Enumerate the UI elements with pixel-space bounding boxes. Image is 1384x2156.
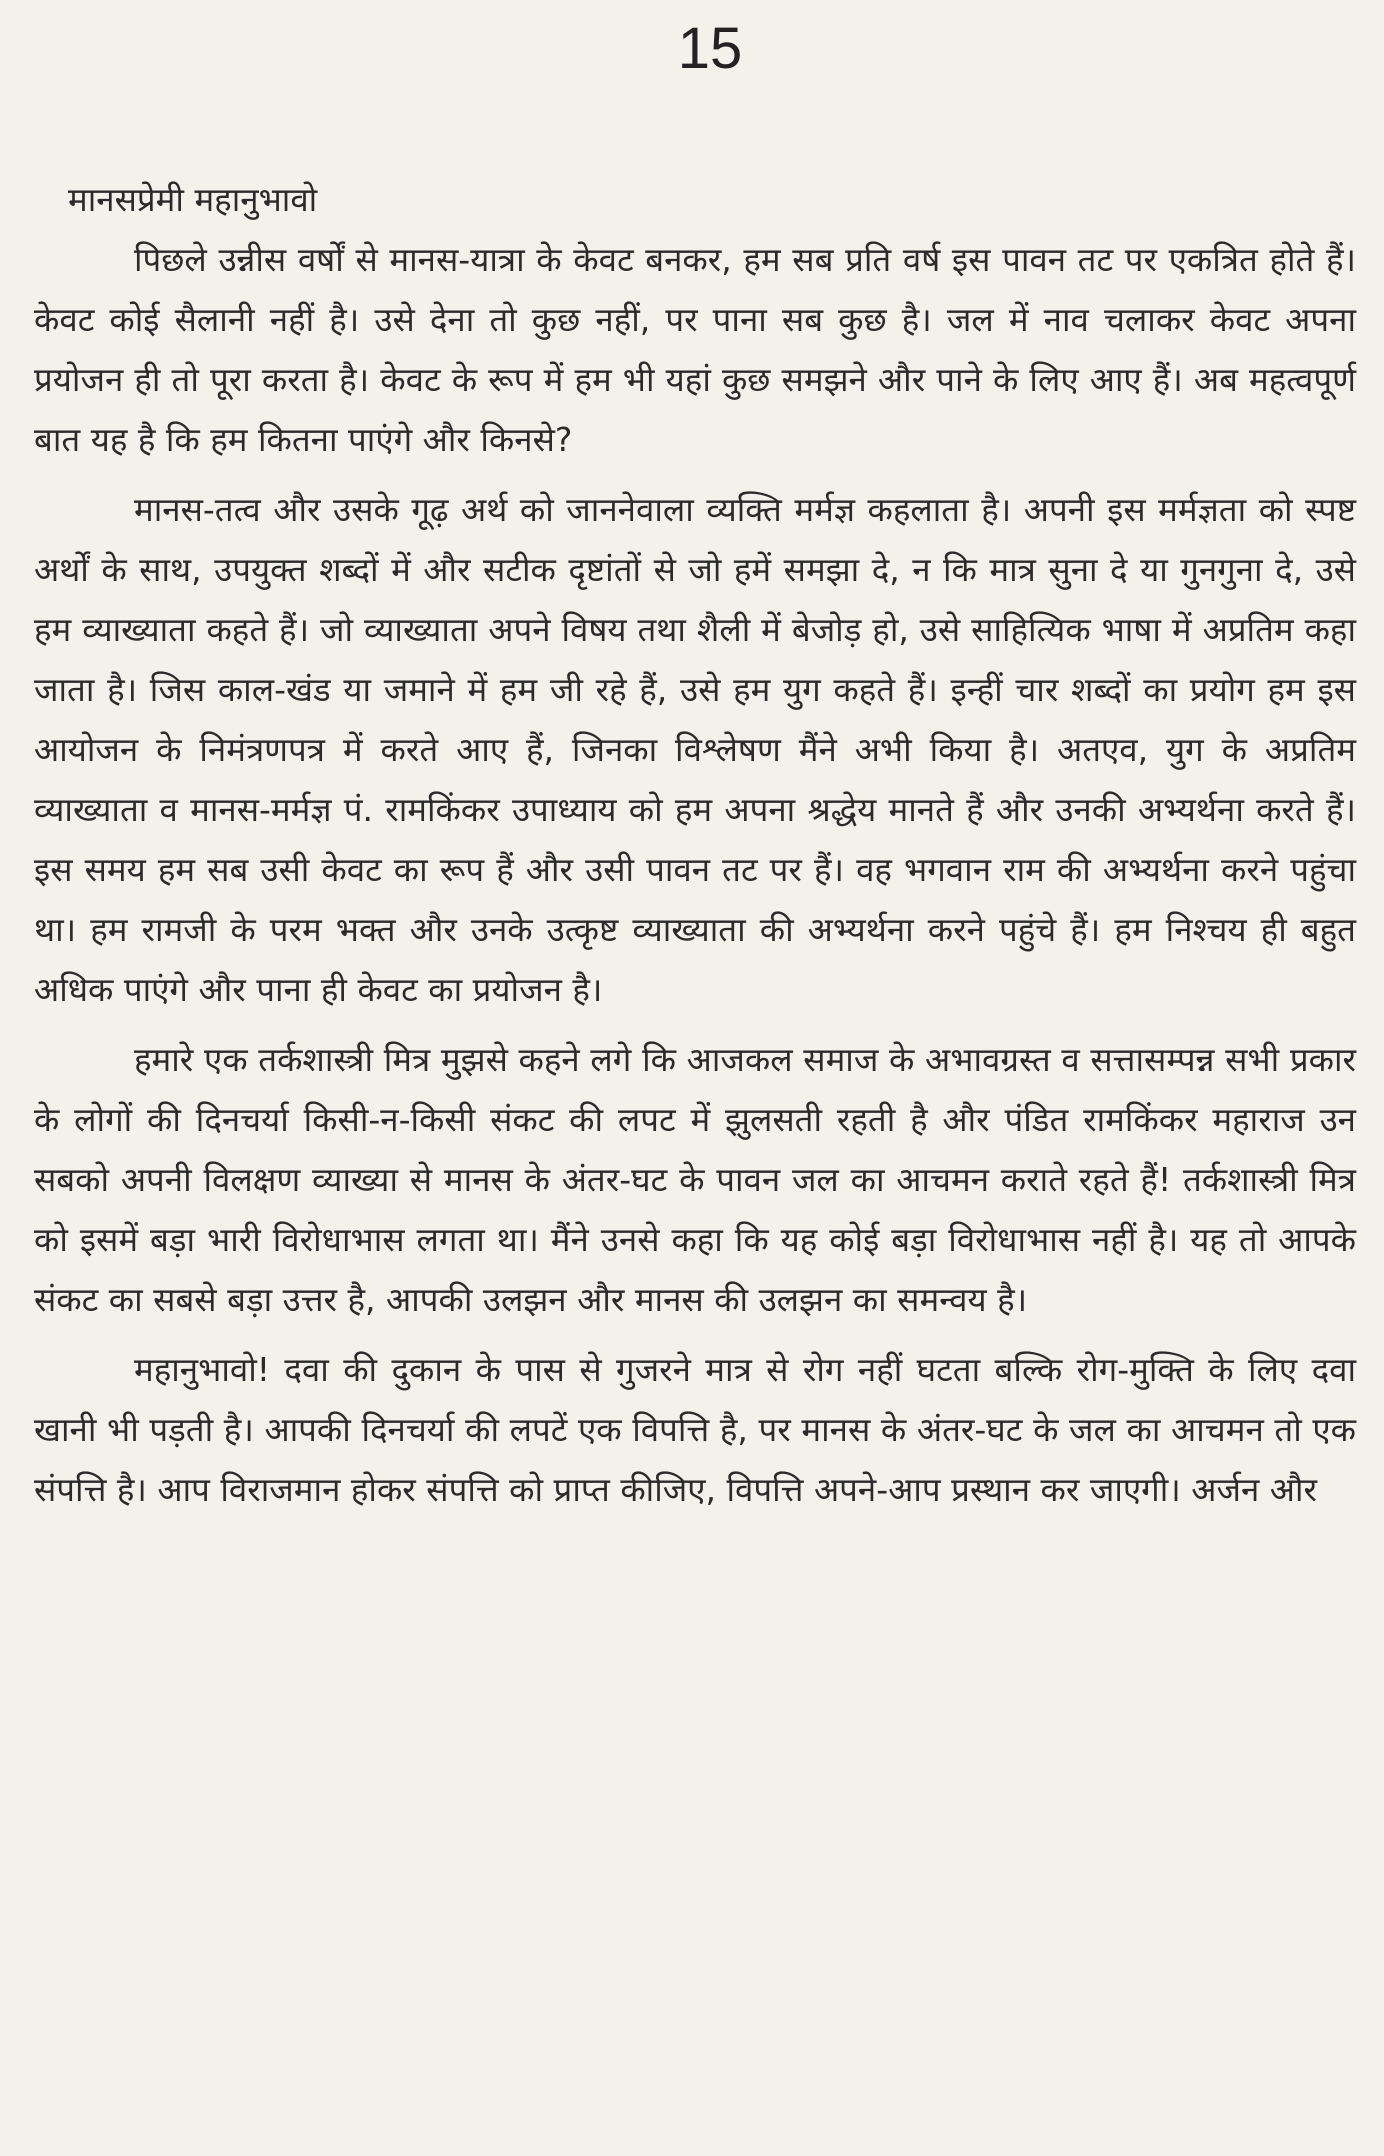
paragraph-2: मानस-तत्व और उसके गूढ़ अर्थ को जाननेवाला व्यक्ति मर्मज्ञ कहलाता है। अपनी इस मर्मज्ञता को स्पष्ट अर्थों के साथ, उपयुक्त शब्दों में और सटीक दृष्टांतों से जो हमें समझा दे, न कि मात्र सुना दे या गुनगुना दे, उसे हम व्याख्याता कहते हैं। जो व्याख्याता अपने विषय तथा शैली में बेजोड़ हो, उसे साहित्यिक भाषा में अप्रतिम कहा जाता है। जिस काल-खंड या जमाने में हम जी रहे हैं, उसे हम युग कहते हैं। इन्हीं चार शब्दों का प्रयोग हम इस आयोजन के निमंत्रणपत्र में करते आए हैं, जिनका विश्लेषण मैंने अभी किया है। अतएव, युग के अप्रतिम व्याख्याता व मानस-मर्मज्ञ पं. रामकिंकर उपाध्याय को हम अपना श्रद्धेय मानते हैं और उनकी अभ्यर्थना करते हैं। इस समय हम सब उसी केवट का रूप हैं और उसी पावन तट पर हैं। वह भगवान राम की अभ्यर्थना करने पहुंचा था। हम रामजी के परम भक्त और उनके उत्कृष्ट व्याख्याता की अभ्यर्थना करने पहुंचे हैं। हम निश्चय ही बहुत अधिक पाएंगे और पाना ही केवट का प्रयोजन है। xyxy=(34,490,1356,1009)
paragraph-4: महानुभावो! दवा की दुकान के पास से गुजरने मात्र से रोग नहीं घटता बल्कि रोग-मुक्ति के लिए दवा खानी भी पड़ती है। आपकी दिनचर्या की लपटें एक विपत्ति है, पर मानस के अंतर-घट के जल का आचमन तो एक संपत्ति है। आप विराजमान होकर संपत्ति को प्राप्त कीजिए, विपत्ति अपने-आप प्रस्थान कर जाएगी। अर्जन और xyxy=(34,1350,1356,1509)
paragraph-3: हमारे एक तर्कशास्त्री मित्र मुझसे कहने लगे कि आजकल समाज के अभावग्रस्त व सत्तासम्पन्न सभी प्रकार के लोगों की दिनचर्या किसी-न-किसी संकट की लपट में झुलसती रहती है और पंडित रामकिंकर महाराज उन सबको अपनी विलक्षण व्याख्या से मानस के अंतर-घट के पावन जल का आचमन कराते रहते हैं! तर्कशास्त्री मित्र को इसमें बड़ा भारी विरोधाभास लगता था। मैंने उनसे कहा कि यह कोई बड़ा विरोधाभास नहीं है। यह तो आपके संकट का सबसे बड़ा उत्तर है, आपकी उलझन और मानस की उलझन का समन्वय है। xyxy=(34,1040,1356,1319)
paragraph-1: पिछले उन्नीस वर्षों से मानस-यात्रा के केवट बनकर, हम सब प्रति वर्ष इस पावन तट पर एकत्रित होते हैं। केवट कोई सैलानी नहीं है। उसे देना तो कुछ नहीं, पर पाना सब कुछ है। जल में नाव चलाकर केवट अपना प्रयोजन ही तो पूरा करता है। केवट के रूप में हम भी यहां कुछ समझने और पाने के लिए आए हैं। अब महत्वपूर्ण बात यह है कि हम कितना पाएंगे और किनसे? xyxy=(34,240,1356,459)
page-number: 15 xyxy=(677,16,743,81)
salutation: मानसप्रेमी महानुभावो xyxy=(68,180,318,219)
